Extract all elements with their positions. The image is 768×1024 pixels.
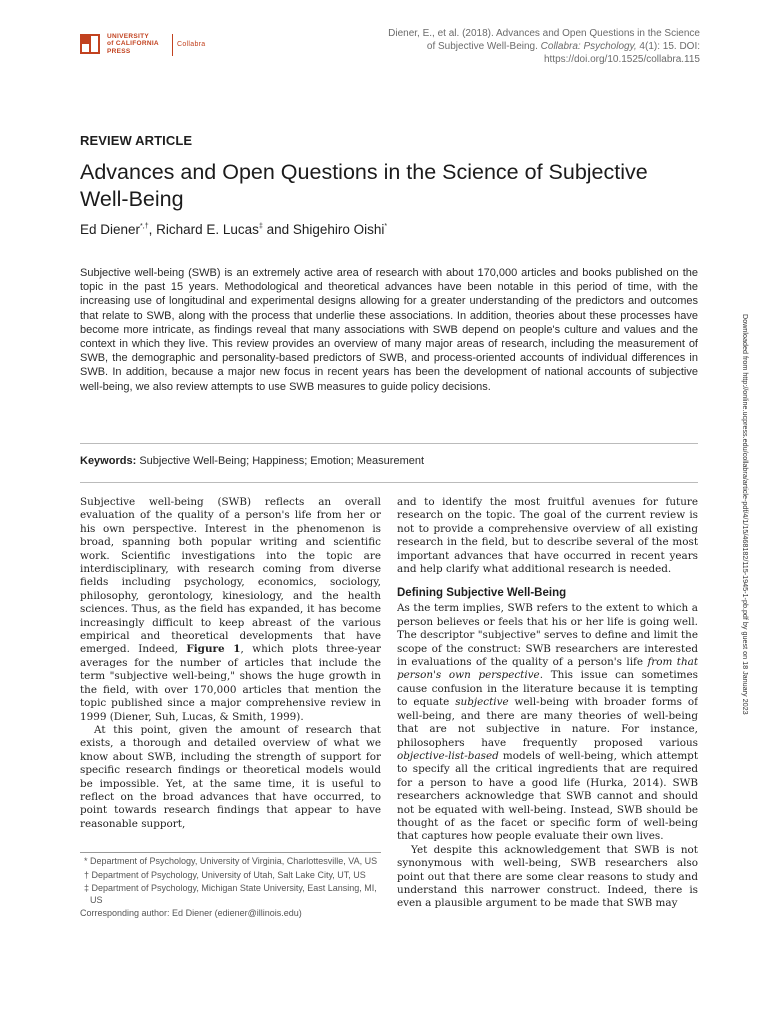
author-name: Richard E. Lucas: [156, 222, 259, 237]
emphasis: subjective: [455, 696, 509, 709]
publisher-name: [107, 33, 159, 55]
body-column-left: [80, 496, 381, 850]
publisher-line-3: PRESS: [107, 47, 131, 55]
university-press-logo-icon: [80, 34, 100, 54]
figure-reference-link[interactable]: Figure 1: [186, 643, 241, 656]
footnote: ‡ Department of Psychology, Michigan State University, East Lansing, MI, US: [84, 883, 377, 905]
author-name: Ed Diener: [80, 222, 141, 237]
author-affiliation-mark: *,†: [140, 223, 149, 230]
paragraph-text: well-being with broader forms of well-being, and there are many theories of well-being that are not subjective in nature. For instance, philosophers have frequently proposed various: [397, 696, 698, 749]
abstract: Subjective well-being (SWB) is an extremely active area of research with about 170,000 articles and books published on the topic in the past 15 years. Methodological and theoretical advances have been notable in this period of time, with the increasing use of longitudinal and experimental designs allowing for a greater understanding of the predictors and outcomes that relate to SWB, along with the process that underlie these associations. In addition, theories about these processes have become more intricate, as findings reveal that many associations with SWB depend on people's culture and values and the context in which they live. This review provides an overview of many major areas of research, including the measurement of SWB, the demographic and personality-based predictors of SWB, and process-oriented accounts of individual differences in SWB. In addition, because a major new focus in recent years has been the development of national accounts of subjective well-being, we also review attempts to use SWB measures to guide policy decisions.: [80, 267, 698, 393]
author-affiliation-mark: *: [384, 223, 388, 230]
article-title: Advances and Open Questions in the Science of Subjective Well-Being: [80, 160, 648, 211]
section-heading: Defining Subjective Well-Being: [397, 587, 567, 600]
paragraph: and to identify the most fruitful avenues for future research on the topic. The goal of the current review is not to provide a comprehensive overview of all existing research in the field, but to describe several of the most important advances that have occurred in recent years and help clarify what additional research is needed.: [397, 496, 698, 576]
paragraph: [397, 602, 698, 843]
author-separator: ,: [148, 222, 157, 237]
body-column-right: [397, 496, 698, 954]
divider: [80, 482, 698, 483]
paragraph: At this point, given the amount of research that exists, a thorough and detailed overview of what we know about SWB, including the strength of support for specific research findings or theoretical models would be impossible. Yet, at the same time, it is useful to reflect on the broad advances that have occurred, to point towards research findings that appear to have reasonable support,: [80, 723, 381, 830]
keywords-text: Subjective Well-Being; Happiness; Emotion; Measurement: [139, 455, 425, 467]
download-watermark: [738, 314, 752, 752]
keywords: [80, 455, 424, 467]
paragraph-text: As the term implies, SWB refers to the extent to which a person believes or feels that his or her life is going well. The descriptor "subjective" serves to define and limit the scope of the construct: SWB researchers are interested in evaluations of the quality of a person's life: [397, 602, 698, 669]
author-separator: and: [262, 222, 293, 237]
footnote: * Department of Psychology, University of Virginia, Charlottesville, VA, US: [84, 856, 378, 866]
keywords-label: Keywords:: [80, 455, 137, 467]
download-note-text: Downloaded from http://online.ucpress.edu/collabra/article-pdf/4/1/15/468182/115-1945-1-pb.pdf by guest on 18 January 2023: [741, 314, 750, 715]
footnote: † Department of Psychology, University of Utah, Salt Lake City, UT, US: [84, 869, 366, 880]
divider: [80, 443, 698, 444]
paragraph: [80, 496, 381, 724]
emphasis: from that person's own perspective: [397, 656, 698, 682]
emphasis: objective-list-based: [397, 749, 499, 762]
citation: [380, 27, 700, 66]
citation-journal: Collabra: Psychology,: [540, 41, 637, 52]
paragraph: Yet despite this acknowledgement that SWB is not synonymous with well-being, SWB researchers also point out that there are some clear reasons to study and understand this narrower construct. Indeed, there is even a plausible argument to be made that SWB may: [397, 843, 698, 910]
footnotes: [80, 856, 381, 920]
citation-doi[interactable]: 4(1): 15. DOI: https://doi.org/10.1525/collabra.115: [543, 41, 700, 65]
article-type: REVIEW ARTICLE: [80, 133, 193, 148]
paragraph-text: Subjective well-being (SWB) reflects an overall evaluation of the quality of a person's life from her or his own perspective. Interest in the phenomenon is broad, spanning both popular writing and scientific work. Scientific investigations into the topic are interdisciplinary, with research coming from diverse fields including psychology, economics, sociology, philosophy, gerontology, kinesiology, and the health sciences. Thus, as the field has expanded, it has become increasingly difficult to keep abreast of the various empirical and theoretical developments that have emerged. Indeed,: [80, 496, 381, 656]
journal-logo: Collabra: [177, 41, 206, 48]
logo-divider: [172, 34, 173, 56]
publisher-line-2: of CALIFORNIA: [107, 40, 159, 48]
paragraph-text: models of well-being, which attempt to specify all the critical ingredients that are required for a person to have a good life (Hurka, 2014). SWB researchers acknowledge that SWB cannot and should not be equated with well-being. Instead, SWB should be thought of as the facet or specific form of well-being that captures how people evaluate their own lives.: [397, 749, 698, 843]
paragraph-text: , which plots three-year averages for the number of articles that include the term "subjective well-being," shows the huge growth in the field, with over 170,000 articles that mention the topic published since a major comprehensive review in 1999 (Diener, Suh, Lucas, & Smith, 1999).: [80, 643, 381, 723]
publisher-line-1: UNIVERSITY: [107, 33, 150, 40]
corresponding-author: Corresponding author: Ed Diener (ediener@illinois.edu): [80, 908, 302, 919]
author-list: [80, 222, 387, 237]
citation-text: Diener, E., et al. (2018). Advances and Open Questions in the Science of Subjective Well-Being.: [388, 28, 700, 52]
author-affiliation-mark: ‡: [258, 223, 263, 230]
paragraph-text: . This issue can sometimes cause confusion in the literature because it is tempting to equate: [397, 669, 698, 709]
author-name: Shigehiro Oishi: [292, 222, 385, 237]
footnote-divider: [80, 852, 381, 853]
